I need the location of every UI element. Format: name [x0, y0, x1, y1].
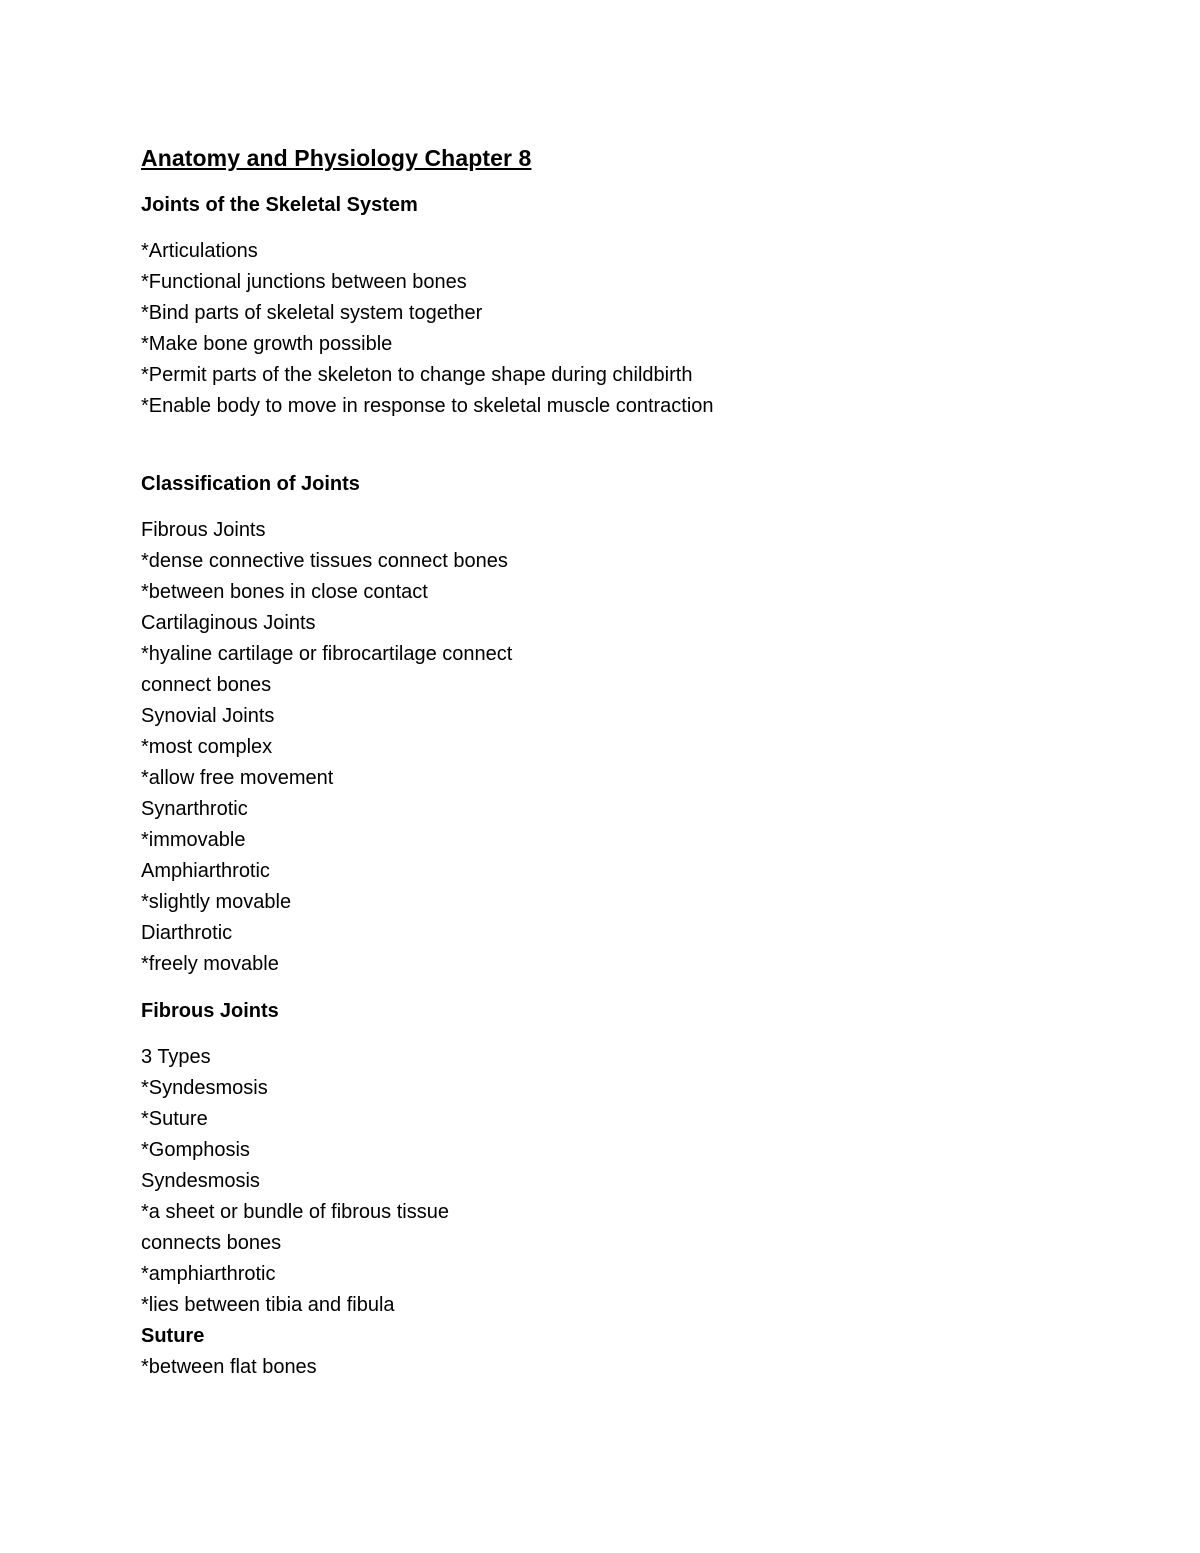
text-line: 3 Types [141, 1046, 211, 1068]
text-line: *Make bone growth possible [141, 333, 393, 355]
text-line: *between bones in close contact [141, 581, 428, 603]
text-line: *Syndesmosis [141, 1077, 268, 1099]
section-lines [141, 236, 1101, 422]
section-heading: Fibrous Joints [141, 1000, 279, 1022]
text-line: Synarthrotic [141, 798, 248, 820]
text-line: Cartilaginous Joints [141, 612, 316, 634]
text-line: *amphiarthrotic [141, 1263, 276, 1285]
text-line: *allow free movement [141, 767, 334, 789]
text-line: *Enable body to move in response to skeletal muscle contraction [141, 395, 714, 417]
document-title: Anatomy and Physiology Chapter 8 [141, 145, 532, 171]
text-line: *Suture [141, 1108, 208, 1130]
text-line: Synovial Joints [141, 705, 275, 727]
text-line: connect bones [141, 674, 272, 696]
text-line: Amphiarthrotic [141, 860, 270, 882]
document-content [141, 143, 1101, 1383]
text-line: *most complex [141, 736, 273, 758]
section-heading: Joints of the Skeletal System [141, 194, 418, 216]
text-line: *freely movable [141, 953, 279, 975]
text-line: *Bind parts of skeletal system together [141, 302, 483, 324]
text-line: *Articulations [141, 240, 258, 262]
text-line: *immovable [141, 829, 246, 851]
text-line: *Gomphosis [141, 1139, 250, 1161]
text-line: *Functional junctions between bones [141, 271, 467, 293]
text-line: *a sheet or bundle of fibrous tissue [141, 1201, 449, 1223]
text-line: connects bones [141, 1232, 282, 1254]
text-line: Diarthrotic [141, 922, 233, 944]
text-line: Fibrous Joints [141, 519, 266, 541]
text-line: *hyaline cartilage or fibrocartilage connect [141, 643, 513, 665]
section-heading: Classification of Joints [141, 473, 360, 495]
spacer [141, 422, 1101, 469]
section-lines [141, 515, 1101, 980]
text-line: *between flat bones [141, 1356, 317, 1378]
text-line: *dense connective tissues connect bones [141, 550, 508, 572]
text-line: *lies between tibia and fibula [141, 1294, 395, 1316]
text-line: *Permit parts of the skeleton to change shape during childbirth [141, 364, 693, 386]
text-line: Syndesmosis [141, 1170, 260, 1192]
section-classification-of-joints [141, 469, 1101, 980]
text-line: *slightly movable [141, 891, 292, 913]
spacer [141, 980, 1101, 996]
section-fibrous-joints [141, 996, 1101, 1383]
section-joints-of-skeletal-system [141, 190, 1101, 422]
section-lines [141, 1042, 1101, 1383]
text-line: Suture [141, 1325, 205, 1347]
